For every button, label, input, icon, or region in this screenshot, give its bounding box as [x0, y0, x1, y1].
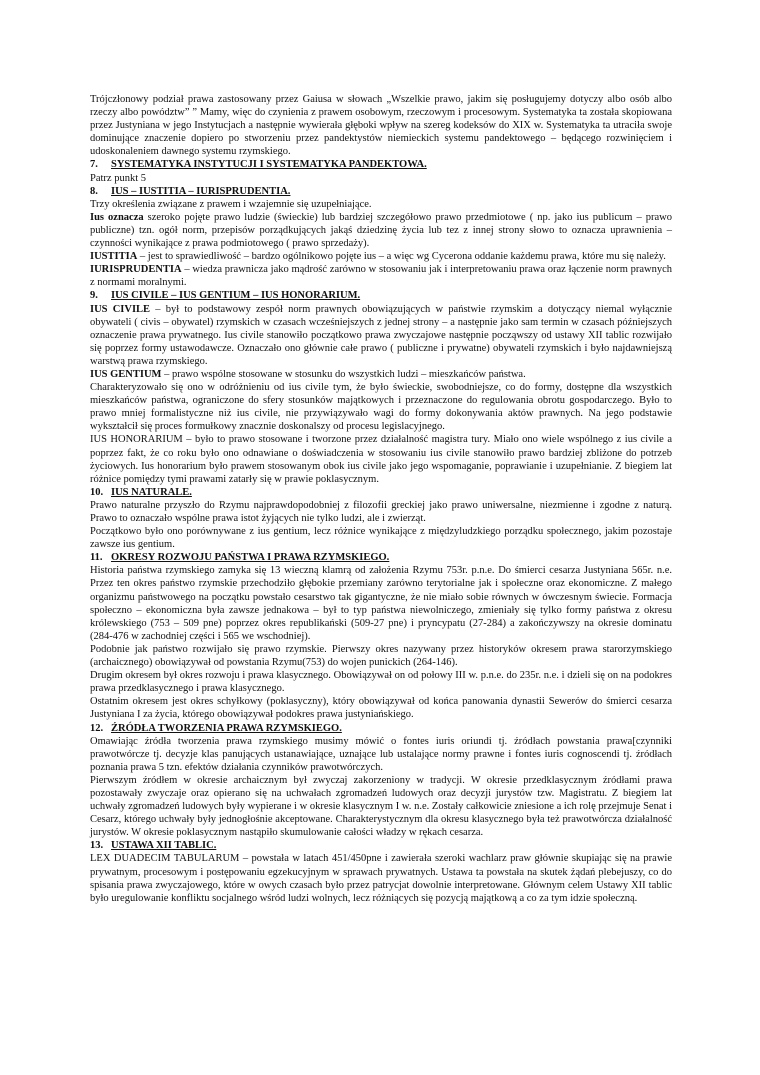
- section-title: IUS NATURALE.: [111, 486, 192, 498]
- paragraph: [90, 368, 672, 381]
- paragraph: [90, 303, 672, 368]
- section-number: 12.: [90, 722, 104, 734]
- section-number: 10.: [90, 486, 104, 498]
- paragraph: Charakteryzowało się ono w odróżnieniu od ius civile tym, że było świeckie, swobodniejsze, co do formy, dostępne dla wszystkich mieszkańców państwa, ograniczone do sfery stosunków majątkowych i przeznaczone do regulowania obrotu gospodarczego. Było to prawo mniej formalistyczne niż ius civile, nie przywiązywało wagi do formy dokonywania aktów prawnych. Na jego podstawie wykształcił się proces formułkowy znacznie doskonalszy od procesu legislacyjnego.: [90, 382, 672, 433]
- section-title: OKRESY ROZWOJU PAŃSTWA I PRAWA RZYMSKIEGO.: [111, 552, 390, 564]
- paragraph: Omawiając źródła tworzenia prawa rzymskiego musimy mówić o fontes iuris oriundi tj. źródłach powstania prawa[czynniki prawotwórcze tj. decyzje klas panujących ustanawiające, uznające lub ustalające normy prawne i fontes iuris cognoscendi tj. źródłach poznania prawa 5 tzn. efektów działania czynników prawotwórczych.: [90, 735, 672, 773]
- paragraph: Prawo naturalne przyszło do Rzymu najprawdopodobniej z filozofii greckiej jako prawo uniwersalne, niezmienne i zgodne z naturą. Prawo to oznaczało wspólne prawa istot żyjących nie tylko ludzi, ale i zwierząt.: [90, 499, 672, 524]
- section-title: ŹRÓDŁA TWORZENIA PRAWA RZYMSKIEGO.: [111, 722, 342, 734]
- definition: szeroko pojęte prawo ludzie (świeckie) lub bardziej szczegółowo prawo przedmiotowe ( np. jako ius publicum – prawo publiczne) tzn. ogół norm, przepisów porządkujących jakąś dziedzinę życia lub tez z innej strony słowo to oznacza uprawnienia – czynności wynikające z prawa podmiotowego ( prawo sprzedaży).: [90, 211, 672, 250]
- definition: – jest to sprawiedliwość – bardzo ogólnikowo pojęte ius – a więc wg Cycerona oddanie każdemu prawa, które mu się należy.: [137, 251, 666, 263]
- section-10-heading: [90, 486, 672, 499]
- paragraph: Trzy określenia związane z prawem i wzajemnie się uzupełniające.: [90, 198, 372, 210]
- section-title: IUS – IUSTITIA – IURISPRUDENTIA.: [111, 185, 291, 197]
- paragraph: LEX DUADECIM TABULARUM – powstała w latach 451/450pne i zawierała szeroki wachlarz praw głównie skupiając się na prawie prywatnym, procesowym i postępowaniu egzekucyjnym w sprawach prywatnych. Ustawa ta powstała na skutek żądań plebejuszy, co do spisania prawa zwyczajowego, które w owych czasach było przez patrycjat dowolnie interpretowane. Głównym celem Ustawy XII tablic było uregulowanie konfliktu socjalnego wśród ludzi wolnych, lecz różniących się pozycją majątkową a co za tym idzie społeczną.: [90, 853, 672, 904]
- section-13-heading: [90, 839, 672, 852]
- definition: – prawo wspólne stosowane w stosunku do wszystkich ludzi – mieszkańców państwa.: [161, 368, 526, 380]
- paragraph: Drugim okresem był okres rozwoju i prawa klasycznego. Obowiązywał on od połowy III w. p.n.e. do 235r. n.e. i dzieli się on na podokres prawa przedklasycznego i prawa klasycznego.: [90, 670, 672, 695]
- term: IUSTITIA: [90, 251, 138, 263]
- section-number: 8.: [90, 185, 98, 197]
- section-number: 9.: [90, 290, 98, 302]
- paragraph: [90, 263, 672, 289]
- section-7-heading: [90, 158, 672, 171]
- section-title: IUS CIVILE – IUS GENTIUM – IUS HONORARIUM.: [111, 290, 361, 302]
- section-title: SYSTEMATYKA INSTYTUCJI I SYSTEMATYKA PANDEKTOWA.: [111, 159, 427, 171]
- term: IUS GENTIUM: [90, 368, 162, 380]
- section-title: USTAWA XII TABLIC.: [111, 840, 217, 852]
- paragraph: [90, 250, 672, 263]
- paragraph: [90, 211, 672, 250]
- paragraph: Historia państwa rzymskiego zamyka się 13 wieczną klamrą od założenia Rzymu 753r. p.n.e. Do śmierci cesarza Justyniana 565r. n.e. Przez ten okres państwo rzymskie przechodziło głębokie przemiany zarówno terytorialne jak i społeczne oraz ekonomiczne. Z małego organizmu państwowego na początku powstało cesarstwo tak gigantyczne, że nie miało sobie równych w ówczesnym świecie. Formacja społeczno – ekonomiczna była zawsze jednakowa – był to typ państwa niewolniczego, zmieniały się tylko formy państwa z okresu królewskiego (753 – 509 pne) poprzez okres republikański (509-27 pne) i pryncypatu (27-284) a zakończywszy na okresie dominatu (284-476 w zachodniej części i 565 we wschodniej).: [90, 565, 672, 642]
- term: IUS CIVILE: [90, 303, 151, 315]
- term: IURISPRUDENTIA: [90, 264, 182, 276]
- term: Ius oznacza: [90, 211, 144, 223]
- section-number: 7.: [90, 159, 98, 171]
- definition: – wiedza prawnicza jako mądrość zarówno w stosowaniu jak i interpretowaniu prawa oraz łączenie norm prawnych z normami moralnymi.: [90, 264, 672, 289]
- section-number: 13.: [90, 840, 104, 852]
- paragraph: Ostatnim okresem jest okres schyłkowy (poklasyczny), który obowiązywał od końca panowania dynastii Sewerów do śmierci cesarza Justyniana I za życia, którego obowiązywał podokres prawa justyniańskiego.: [90, 696, 672, 721]
- section-number: 11.: [90, 552, 103, 564]
- section-9-heading: [90, 289, 672, 302]
- paragraph: Patrz punkt 5: [90, 172, 146, 184]
- section-8-heading: [90, 185, 672, 198]
- intro-paragraph: Trójczłonowy podział prawa zastosowany przez Gaiusa w słowach „Wszelkie prawo, jakim się posługujemy dotyczy albo osób albo rzeczy albo powództw” ” Mamy, więc do czynienia z prawem osobowym, rzeczowym i procesowym. Systematyka ta została skopiowana przez Justyniana w jego Instytucjach a następnie wywierała głęboki wpływ na szereg kodeksów do XIX w. Systematyka ta utraciła swoje dominujące znaczenie dopiero po stworzeniu przez pandektystów niemieckich systemu pandektowego – będącego rozwinięciem i udoskonaleniem dawnego systemu rzymskiego.: [90, 94, 672, 158]
- paragraph: Początkowo było ono porównywane z ius gentium, lecz różnice wynikające z międzyludzkiego porządku społecznego, jakim pozostaje zawsze ius gentium.: [90, 526, 672, 551]
- definition: – był to podstawowy zespół norm prawnych obowiązujących w państwie rzymskim a dotyczący niemal wyłącznie obywateli ( civis – obywatel) rzymskich w czasach wcześniejszych z jednej strony – a następnie jako sam termin w czasach późniejszych oznaczenie prawa prywatnego. Ius civile stanowiło początkowo prawa zwyczajowe następnie począwszy od ustawy XII tablic rozwijało się poprzez formy ustawodawcze. Oznaczało ono głównie całe prawo ( publiczne i prywatne) obywateli rzymskich i było najdawniejszą warstwą prawa rzymskiego.: [90, 303, 673, 367]
- paragraph: IUS HONORARIUM – było to prawo stosowane i tworzone przez działalność magistra tury. Miało ono wiele wspólnego z ius civile a poprzez fakt, że co roku było ono odnawiane o doświadczenia w stosowaniu ius civile stanowiło prawo bardziej zbliżone do potrzeb życiowych. Ius honorarium było prawem stosowanym obok ius civile jako jego wspomaganie, poprawianie i uzupełnianie. Z biegiem lat różnice pomiędzy tymi prawami zatarły się w prawie poklasycznym.: [90, 434, 672, 485]
- section-12-heading: [90, 722, 672, 735]
- paragraph: Podobnie jak państwo rozwijało się prawo rzymskie. Pierwszy okres nazywany przez historyków okresem prawa starorzymskiego (archaicznego) obowiązywał od powstania Rzymu(753) do wojen punickich (264-146).: [90, 643, 672, 669]
- section-11-heading: [90, 551, 672, 564]
- paragraph: Pierwszym źródłem w okresie archaicznym był zwyczaj zakorzeniony w tradycji. W okresie przedklasycznym źródłami prawa pozostawały zwyczaje oraz opierano się na uchwałach zgromadzeń ludowych oraz decyzji jurystów tzw. Magistratu. Z biegiem lat uchwały zgromadzeń ludowych były wypierane i w okresie klasycznym I w. n.e. Zostały całkowicie zniesione a ich rolę przejmuje Senat i Cesarz, którego uchwały były jednogłośnie akceptowane. Charakterystycznym dla okresu klasycznego była też prawotwórcza działalność jurystów. W okresie poklasycznym nastąpiło skumulowanie całości władzy w rękach cesarza.: [90, 774, 672, 839]
